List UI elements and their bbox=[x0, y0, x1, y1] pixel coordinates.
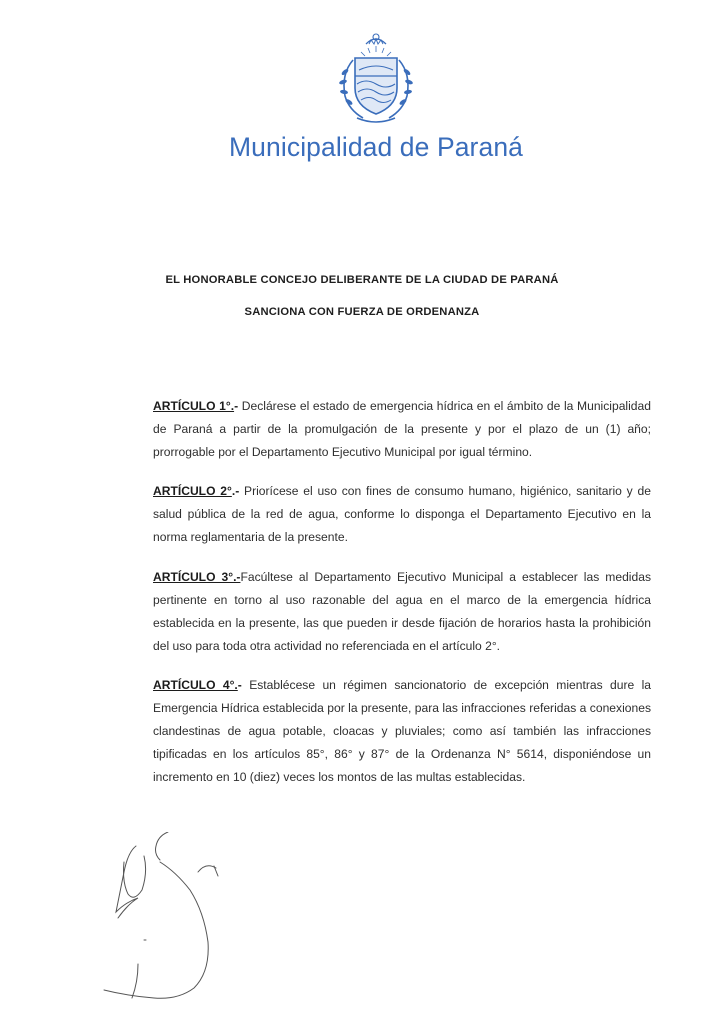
coat-of-arms-icon bbox=[333, 30, 419, 128]
article-2-label: ARTÍCULO 2° bbox=[153, 484, 232, 499]
article-2-text: Priorícese el uso con fines de consumo humano, higiénico, sanitario y de salud pública de la red de agua, conforme lo disponga el Departamento Ejecutivo en la norma reglamentaria de la presente. bbox=[153, 484, 651, 545]
article-2-separator: .- bbox=[231, 484, 240, 499]
handwritten-signature-icon bbox=[98, 832, 228, 1002]
article-4-text: Establécese un régimen sancionatorio de excepción mientras dure la Emergencia Hídrica establecida por la presente, para las infracciones referidas a conexiones clandestinas de agua potable, cloacas y pluviales; como así también las infracciones tipificadas en los artículos 85°, 86° y 87° de la Ordenanza N° 5614, disponiéndose un incremento en 10 (diez) veces los montos de las multas establecidas. bbox=[153, 677, 651, 785]
article-1-label: ARTÍCULO 1°. bbox=[153, 399, 235, 413]
municipality-title-text: Municipalidad de Paraná bbox=[229, 132, 523, 162]
article-4-label: ARTÍCULO 4°. bbox=[153, 677, 238, 692]
article-4-separator: - bbox=[237, 677, 242, 692]
article-4 bbox=[153, 674, 651, 789]
article-2 bbox=[153, 480, 651, 549]
article-1 bbox=[153, 395, 651, 464]
article-4-paragraph bbox=[153, 674, 651, 789]
article-1-separator: - bbox=[234, 399, 239, 413]
article-3 bbox=[153, 566, 651, 658]
sanction-heading: SANCIONA CON FUERZA DE ORDENANZA bbox=[244, 306, 480, 318]
ordinance-body bbox=[153, 388, 651, 805]
article-3-label: ARTÍCULO 3°.- bbox=[153, 569, 241, 584]
article-3-paragraph bbox=[153, 566, 651, 658]
council-heading: EL HONORABLE CONCEJO DELIBERANTE DE LA CIUDAD DE PARANÁ bbox=[165, 274, 559, 286]
municipality-title bbox=[0, 132, 724, 163]
article-1-text: Declárese el estado de emergencia hídrica en el ámbito de la Municipalidad de Paraná a partir de la promulgación de la presente y por el plazo de un (1) año; prorrogable por el Departamento Ejecutivo Municipal por igual término. bbox=[153, 399, 651, 460]
article-3-text: Facúltese al Departamento Ejecutivo Municipal a establecer las medidas pertinente en torno al uso razonable del agua en el marco de la emergencia hídrica establecida en la presente, las que pueden ir desde fijación de horarios hasta la prohibición del uso para toda otra actividad no referenciada en el artículo 2°. bbox=[153, 569, 651, 653]
article-1-paragraph bbox=[153, 395, 651, 464]
article-2-paragraph bbox=[153, 480, 651, 549]
